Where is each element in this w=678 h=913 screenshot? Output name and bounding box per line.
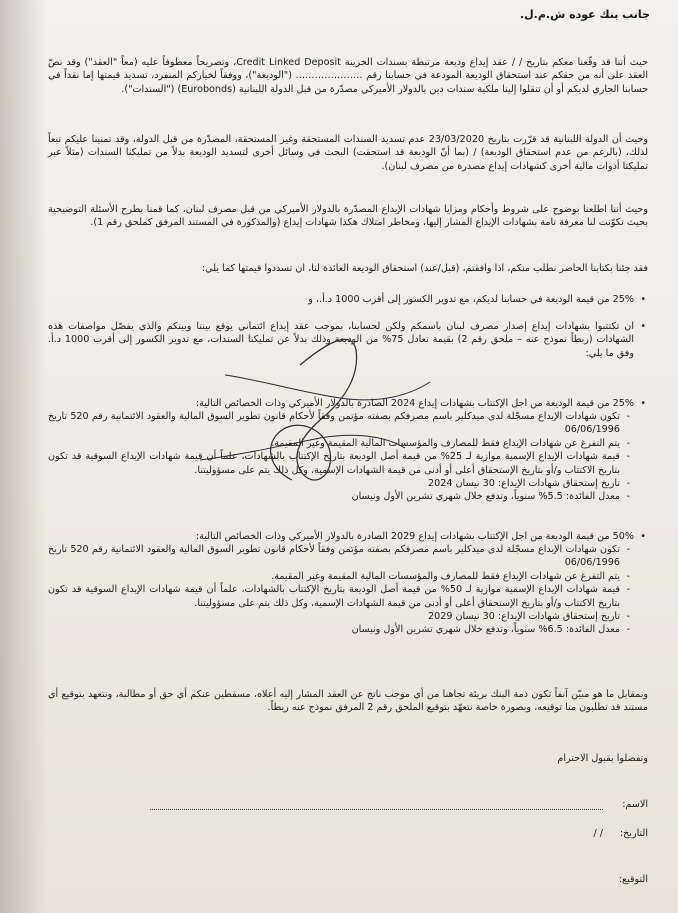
cd-2029-item: - قيمة شهادات الإيداع الإسمية موازية لـ 50% من قيمة أصل الوديعة بتاريخ الإكتتاب بالشهادات، علماً أن قيمة شهادات الإيداع السوقية قد تكون بتاريخ الاكتتاب و/أو بتاريخ الإستحقاق أعلى أو أدنى من قيمة الشهادات الإسمية، وكل ذلك يتم على مسؤوليتنا. <box>48 583 620 610</box>
closing-salutation: وتفضلوا بقبول الاحترام <box>557 753 648 764</box>
cd-2029-item: - تكون شهادات الإيداع مسجّلة لدى ميدكلير باسم مصرفكم بصفته مؤتمن وفقاً لأحكام قانون تطوير السوق المالية والعقود الائتمانية رقم 520 تاريخ 06/06/1996 <box>48 543 620 570</box>
bullet-1: • 25% من قيمة الوديعة في حسابنا لديكم، مع تدوير الكسور إلى أقرب 1000 د.أ.، و <box>48 293 634 306</box>
name-label: الاسم: <box>622 799 648 810</box>
cd-2024-item: - تاريخ إستحقاق شهادات الإيداع: 30 نيسان 2024 <box>48 477 620 490</box>
bullet-2: • ان تكتتبوا بشهادات إيداع إصدار مصرف لبنان باسمكم ولكن لحسابنا، بموجب عقد إيداع ائتماني يوقع بيننا وبينكم والذي يفصّل مواصفات هذه الشهادات (ربطاً نموذج عنه – ملحق رقم 2) بقيمة تعادل 75% من الوديعة وذلك بدلاً عن تمليكنا السندات، مع تدوير الكسور إلى أقرب 1000 د.أ. وفق ما يلي: <box>48 320 634 360</box>
signature-label: التوقيع: <box>618 874 648 885</box>
cd-2024-item: - تكون شهادات الإيداع مسجّلة لدى ميدكلير باسم مصرفكم بصفته مؤتمن وفقاً لأحكام قانون تطوير السوق المالية والعقود الائتمانية رقم 520 تاريخ 06/06/1996 <box>48 410 620 437</box>
paragraph-3: وحيث أننا اطلعنا بوضوح على شروط وأحكام ومزايا شهادات الإيداع المصدّرة بالدولار الأميركي من قبل مصرف لبنان، كما قمنا بطرح الأسئلة التوضيحية بحيث تكوّنت لنا معرفة تامة بشهادات الإيداع المشار إليها، ومخاطر امتلاك هكذا شهادات إيداع (والمذكورة في المستند المرفق كملحق رقم 1). <box>48 204 648 229</box>
cd-2029-heading: • 50% من قيمة الوديعة من اجل الإكتتاب بشهادات إيداع 2029 الصادرة بالدولار الأميركي وذات الخصائص التالية: <box>48 530 634 543</box>
date-label: التاريخ: <box>619 828 648 839</box>
paragraph-1: حيث أننا قد وقّعنا معكم بتاريخ / / عقد إيداع وديعة مرتبطة بسندات الخزينة Credit Linked Deposit، وتصريحاً معطوفاً عليه (معاً "العقد") وقد نصّ العقد على أنه من حقكم عند استحقاق الوديعة المودعة في حسابنا رقم ………………… ("الوديعة")، ووفقاً لخياركم المنفرد، تسديد قيمتها إما نقداً في حسابنا الجاري لديكم أو أن تنقلوا إلينا ملكية سندات دين بالدولار الأميركي مصدّرة من قبل الدولة اللبنانية (Eurobonds) ("السندات"). <box>48 57 648 95</box>
cd-2029-item: - تاريخ إستحقاق شهادات الإيداع: 30 نيسان 2029 <box>48 610 620 623</box>
paragraph-2: وحيث أن الدولة اللبنانية قد قرّرت بتاريخ 23/03/2020 عدم تسديد السندات المستحقة وغير المستحقة، المصدّرة من قبل الدولة، وقد تمنينا عليكم تبعاً لذلك، (بالرغم من عدم استحقاق الوديعة) / (بما أنّ الوديعة قد استحقت) البحث في وسائل أخرى لتسديد الوديعة بدلاً من تمليكنا السندات (مثلاً عبر تمليكنا أدوات مالية أخرى كشهادات إيداع مصدرة من مصرف لبنان). <box>48 134 648 172</box>
cd-2024-item: - يتم التفرغ عن شهادات الإيداع فقط للمصارف والمؤسسات المالية المقيمة وغير المقيمة. <box>48 437 620 450</box>
date-value: / / <box>593 828 603 839</box>
cd-2024-heading: • 25% من قيمة الوديعة من اجل الإكتتاب بشهادات إيداع 2024 الصادرة بالدولار الأميركي وذات الخصائص التالية: <box>48 397 634 410</box>
cd-2029-item: - معدل الفائدة: 6.5% سنوياً، وتدفع خلال شهري تشرين الأول ونيسان <box>48 623 620 636</box>
addressee: جانب بنك عوده ش.م.ل. <box>519 8 650 21</box>
paragraph-request: فقد جئنا بكتابنا الحاضر نطلب منكم، اذا وافقتم، (قبل/عند) استحقاق الوديعة العائدة لنا، ان تسددوا قيمتها كما يلي: <box>201 263 648 274</box>
cd-2024-item: - معدل الفائدة: 5.5% سنوياً، وتدفع خلال شهري تشرين الأول ونيسان <box>48 490 620 503</box>
paragraph-release: وبمقابل ما هو مبيّن آنفاً تكون ذمة البنك بريئة تجاهنا من أي موجب ناتج عن العقد المشار إليه أعلاه، مسقطين عنكم أي حق أو مطالبة، ونتعهد بتوقيع أي مستند قد تطلبون منا توقيعه، وبصورة خاصة نتعهّد بتوقيع الملحق رقم 2 المرفق نموذج عنه ربطاً. <box>48 689 648 714</box>
cd-2029-item: - يتم التفرغ عن شهادات الإيداع فقط للمصارف والمؤسسات المالية المقيمة وغير المقيمة. <box>48 570 620 583</box>
cd-2024-item: - قيمة شهادات الإيداع الإسمية موازية لـ 25% من قيمة أصل الوديعة بتاريخ الإكتتاب بالشهادات، علماً أن قيمة شهادات الإيداع السوقية قد تكون بتاريخ الاكتتاب و/أو بتاريخ الإستحقاق أعلى أو أدنى من قيمة الشهادات الإسمية، وكل ذلك يتم على مسؤوليتنا. <box>48 450 620 477</box>
